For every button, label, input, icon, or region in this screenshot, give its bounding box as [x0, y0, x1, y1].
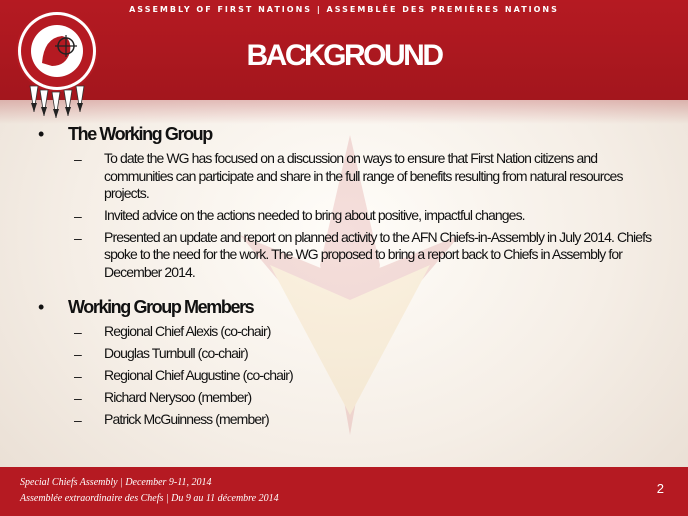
footer-event-french: Assemblée extraordinaire des Chefs | Du 9 au 11 décembre 2014 [20, 493, 279, 504]
dash-icon: – [74, 368, 82, 384]
organization-name: ASSEMBLY OF FIRST NATIONS | ASSEMBLÉE DES PREMIÈRES NATIONS [129, 5, 559, 14]
bullet-heading-row [38, 295, 658, 319]
list-item-text: Patrick McGuinness (member) [104, 411, 269, 427]
section-heading: Working Group Members [68, 297, 254, 317]
dash-icon: – [74, 390, 82, 406]
footer-event-english: Special Chiefs Assembly | December 9-11, 2014 [20, 477, 212, 488]
list-item-text: Invited advice on the actions needed to bring about positive, impactful changes. [104, 206, 525, 223]
list-item [38, 345, 658, 363]
header-band [0, 0, 688, 100]
list-item [38, 207, 658, 225]
list-item-text: To date the WG has focused on a discussion on ways to ensure that First Nation citizens and communities can participate and share in the full range of benefits resulting from natural resources projects. [104, 150, 623, 201]
dash-icon: – [74, 412, 82, 428]
list-item-text: Regional Chief Alexis (co-chair) [104, 323, 271, 339]
bullet-heading-row [38, 122, 658, 146]
sub-bullet-list [38, 323, 658, 429]
page-number: 2 [656, 481, 664, 496]
list-item [38, 389, 658, 407]
list-item-text: Presented an update and report on planned activity to the AFN Chiefs-in-Assembly in July 2014. Chiefs spoke to the need for the work. The WG proposed to bring a report back to Chiefs in Assembly for December 2014. [104, 228, 652, 280]
footer-band [0, 467, 688, 516]
sub-bullet-list [38, 150, 658, 281]
list-item-text: Regional Chief Augustine (co-chair) [104, 367, 293, 383]
list-item-text: Richard Nerysoo (member) [104, 389, 252, 405]
bullet-icon: • [38, 297, 45, 317]
list-item [38, 229, 658, 282]
slide-content [38, 122, 658, 443]
section-working-group [38, 122, 658, 281]
dash-icon: – [74, 151, 82, 167]
list-item [38, 150, 658, 203]
list-item [38, 323, 658, 341]
section-working-group-members [38, 295, 658, 429]
slide-title: BACKGROUND [246, 39, 442, 72]
afn-logo-icon [14, 8, 100, 118]
section-heading: The Working Group [68, 124, 212, 144]
bullet-icon: • [38, 124, 45, 144]
dash-icon: – [74, 207, 82, 224]
list-item-text: Douglas Turnbull (co-chair) [104, 345, 248, 361]
dash-icon: – [74, 346, 82, 362]
dash-icon: – [74, 229, 82, 246]
list-item [38, 411, 658, 429]
list-item [38, 367, 658, 385]
dash-icon: – [74, 324, 82, 340]
